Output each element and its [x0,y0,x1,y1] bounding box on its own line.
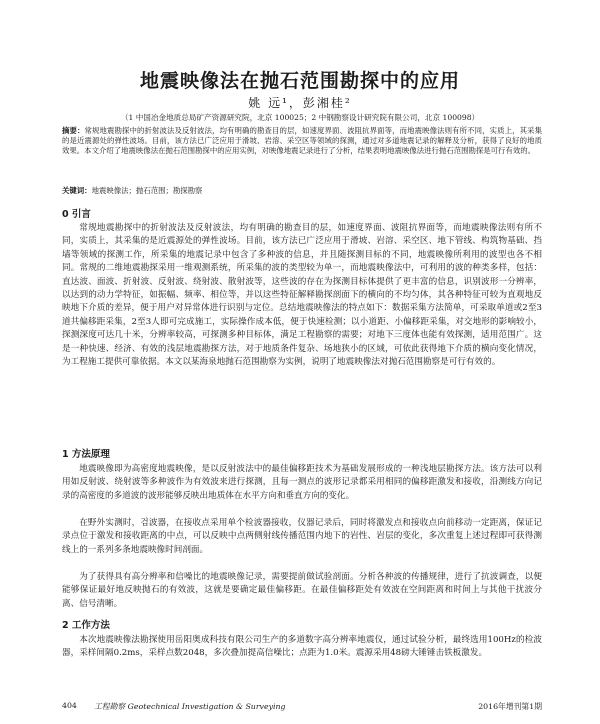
journal-name: 工程勘察 Geotechnical Investigation & Surveying [94,702,286,711]
keywords [62,185,542,196]
page-number: 404 [62,701,77,710]
method-paragraph-1: 地震映像即为高密度地震映像，是以反射波法中的最佳偏移距技术为基础发展形成的一种浅地层勘探方法。该方法可以利用如反射波、绕射波等多种波作为有效波来进行探测，且每一测点的波形记录都采用相同的偏移距激发和接收，沿测线方向记录的高密度的多道波的波形能够反映出地质体在水平方向和垂直方向的变化。 [62,464,542,501]
section-heading-method: 1 方法原理 [62,449,110,460]
paper-authors: 姚 远¹，彭湘桂² [248,96,352,110]
method-paragraph-2: 在野外实测时，검波器，在接收点采用单个检波器接收，仪器记录后，同时将激发点和接收点向前移动一定距离，保证记录点位于激发和接收距离的中点，可以反映中点两侧射线传播范围内地下的岩性、岩层的变化，多次重复上述过程即可获得测线上的一系列多条地震映像时间剖面。 [62,518,542,555]
keywords-text: 地震映像法；抛石范围；勘探勘察 [91,186,203,195]
paper-affiliations: （1 中国冶金地质总局矿产资源研究院，北京 100025；2 中钢勘察设计研究院有限公司，北京 100098） [120,113,480,122]
intro-paragraph: 常规地震勘探中的折射波法及反射波法，均有明确的勘查目的层，如速度界面、波阻抗界面等，而地震映像法则有所不同，实质上，其采集的是近震源处的弹性波场。目前，该方法已广泛应用于滑坡、岩溶、采空区、地下管线、构筑物基础、挡墙等领域的探测工作，所采集的地震记录中包含了多种波的信息，并且随探测目标的不同，地震映像所利用的波型也各不相同。常规的二维地震勘探采用一维观测系统，所采集的波的类型较为单一，而地震映像法中，可利用的波的种类多样，包括：直达波、面波、折射波、反射波、绕射波、散射波等，这些波的存在为探测目标体提供了更丰富的信息，识别波形一分辨率，以达到的动力学特征，如振幅、频率、相位等，并以这些特征解释勘探剖面下的横向的不均匀体，其各种特征可较为直观地反映地下介质的差异，便于用户对异常体进行识别与定位。总结地震映像法的特点如下：数据采集方法简单，可采取单道或2至3道共偏移距采集，2至3人即可完成施工，实际操作成本低，便于快速检测；以小道距、小偏移距采集，对交地形的影响较小，探测深度可达几十米，分辨率较高，可探测多种目标体，满足工程勘察的需要；对地下三度体也能有效探测，适用范围广。这是一种快速、经济、有效的浅层地震勘探方法，对于地质条件复杂、场地狭小的区域，可依此获得地下介质的横向变化情况，为工程施工提供可靠依据。本文以某海泉地抛石范围勘察为实例，说明了地震映像法对抛石范围勘察是可行有效的。 [62,223,542,368]
abstract [62,126,542,157]
method-paragraph-3: 为了获得具有高分辨率和信噪比的地震映像记录，需要提前做试验剖面。分析各种波的传播规律，进行了抗波调查，以便能够保证最好地反映抛石的有效波，这就是要确定最佳偏移距。在最佳偏移距处有效波在空间距离和时间上与其他干扰波分离、信号清晰。 [62,572,542,609]
paper-title: 地震映像法在抛石范围勘探中的应用 [139,70,460,92]
workflow-paragraph: 本次地震映像法勘探使用岳阳奥成科技有限公司生产的多道数字高分辨率地震仪，通过试验分析，最终选用100Hz的检波器，采样间隔0.2ms，采样点数2048，多次叠加提高信噪比；点距为1.0米。震源采用48磅大锤锤击铁板激发。 [62,635,542,659]
section-heading-workflow: 2 工作方法 [62,620,110,631]
section-heading-intro: 0 引言 [62,209,91,220]
journal-issue: 2016年增刊第1期 [478,702,542,711]
keywords-label: 关键词： [62,186,92,195]
abstract-text: 常规地震勘探中的折射波法及反射波法，均有明确的勘查目的层，如速度界面、波阻抗界面等，而地震映像法则有所不同，实质上，其采集的是近震源处的弹性波场。目前，该方法已广泛应用于滑坡、岩溶、采空区等领域的探测，通过对多道地震记录的解释及分析，获得了良好的地质效果。本文介绍了地震映像法在抛石范围勘探中的应用实例，对映像地震记录进行了分析，结果表明地震映像法进行抛石范围勘探是可行有效的。 [62,126,542,156]
abstract-label: 摘要： [62,126,85,135]
